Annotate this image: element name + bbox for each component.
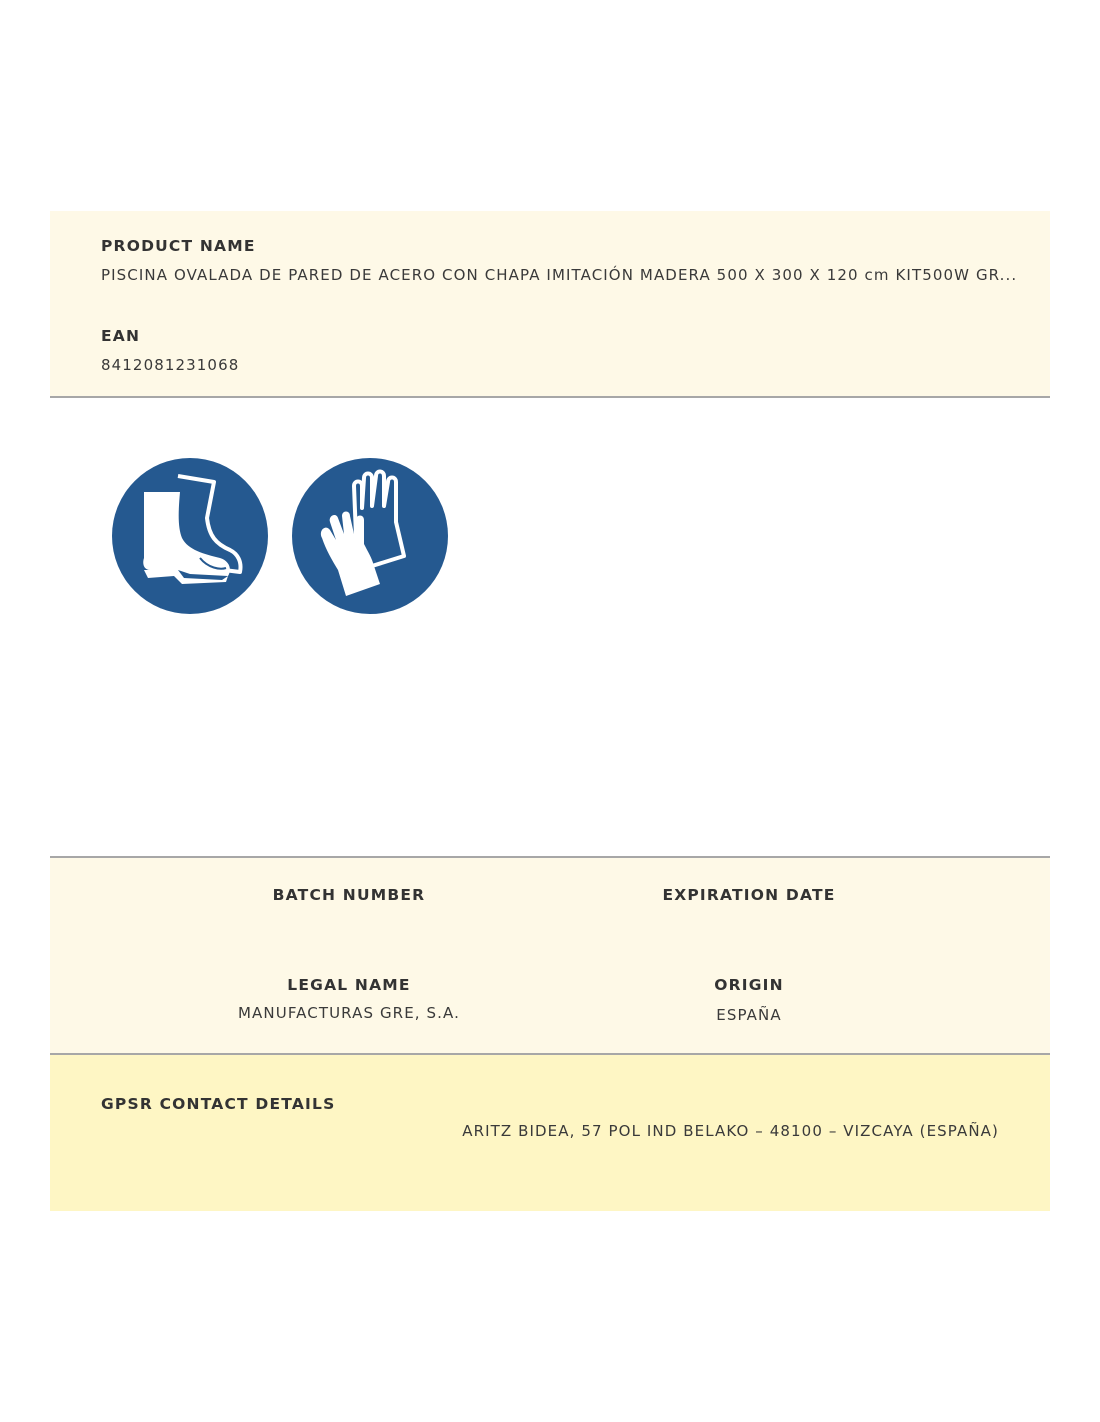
origin-label: ORIGIN [714,976,784,994]
ean-value: 8412081231068 [101,356,240,374]
origin-value: ESPAÑA [716,1006,782,1024]
ean-label: EAN [101,327,141,345]
product-name-label: PRODUCT NAME [101,237,256,255]
gpsr-contact-label: GPSR CONTACT DETAILS [101,1095,336,1113]
product-panel [50,211,1050,398]
info-panel [50,856,1050,1055]
expiration-date-label: EXPIRATION DATE [662,886,836,904]
gpsr-contact-value: ARITZ BIDEA, 57 POL IND BELAKO – 48100 – VIZCAYA (ESPAÑA) [462,1122,999,1140]
safety-boots-icon [112,458,268,614]
product-name-value: PISCINA OVALADA DE PARED DE ACERO CON CHAPA IMITACIÓN MADERA 500 X 300 X 120 cm KIT500W GR... [101,266,1018,284]
batch-number-label: BATCH NUMBER [272,886,426,904]
gpsr-panel [50,1055,1050,1211]
legal-name-value: MANUFACTURAS GRE, S.A. [238,1004,460,1022]
safety-icons-row [112,458,452,616]
safety-gloves-icon [292,458,448,614]
legal-name-label: LEGAL NAME [287,976,411,994]
